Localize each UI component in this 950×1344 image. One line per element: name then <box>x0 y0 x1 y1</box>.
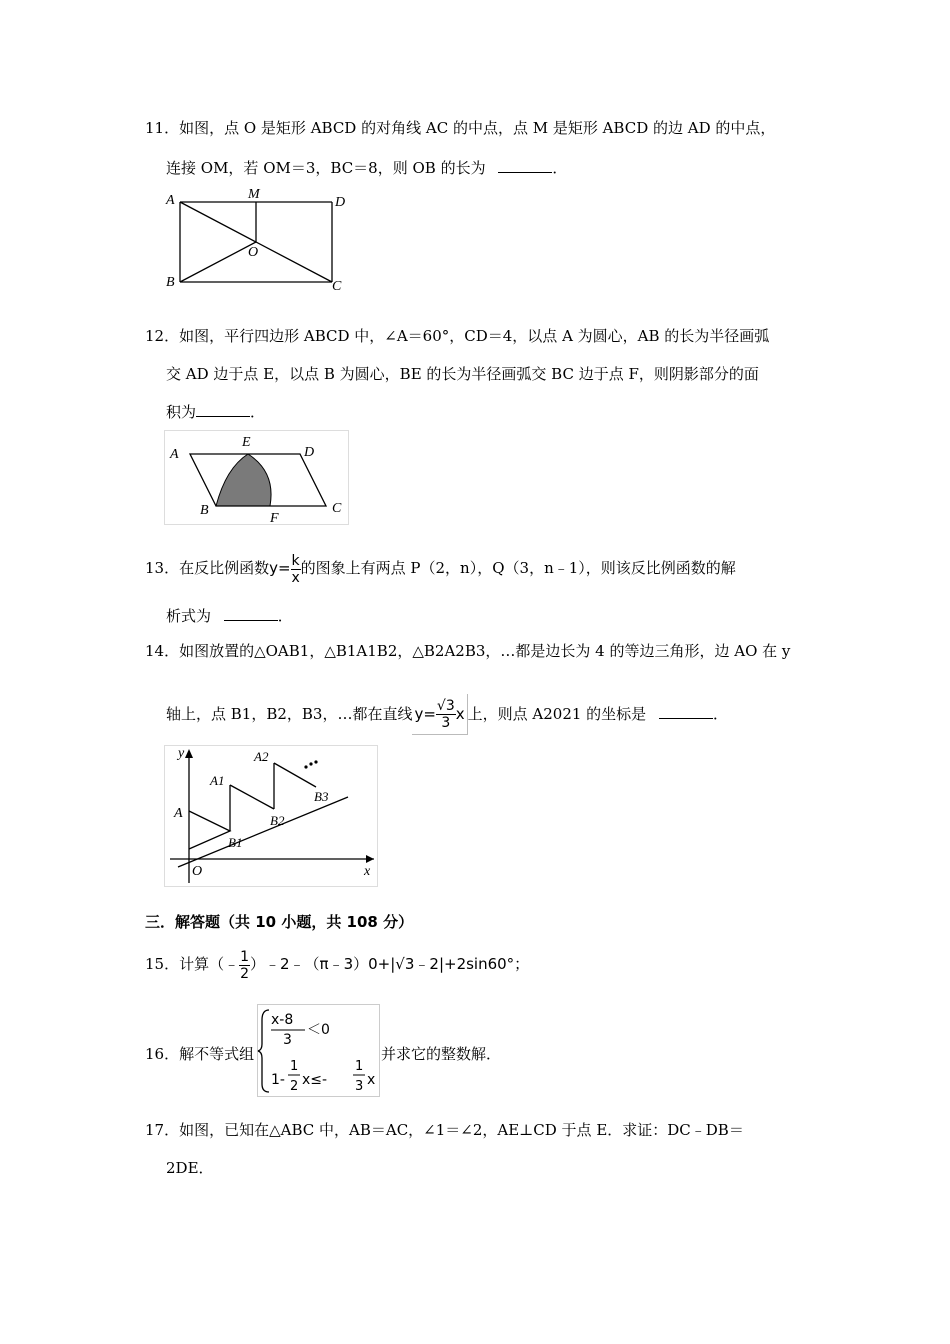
label-A1: A1 <box>210 773 225 788</box>
q14-line2 <box>166 694 728 735</box>
label-C: C <box>332 501 342 516</box>
q15-post: ）﹣2﹣（π﹣3）0+|√3﹣2|+2sin60°； <box>250 955 530 973</box>
q13-func-lhs: y= <box>269 559 291 577</box>
ineq2-num: 1 <box>290 1059 299 1074</box>
q14-line-fraction <box>436 698 456 731</box>
q11-rectangle-figure <box>164 184 346 292</box>
section-heading: 三．解答题（共 10 小题，共 108 分） <box>145 913 414 931</box>
ineq2-den2: 3 <box>355 1079 364 1094</box>
q14-line-den: 3 <box>441 715 451 731</box>
q11-line1: 11．如图，点 O 是矩形 ABCD 的对角线 AC 的中点，点 M 是矩形 ABCD 的边 AD 的中点， <box>145 119 776 137</box>
ineq2-mid: x≤- <box>302 1072 328 1088</box>
label-M: M <box>248 187 260 202</box>
label-A2: A2 <box>254 749 269 764</box>
ineq2-x: x <box>367 1072 376 1088</box>
q11-line2-text: 连接 OM，若 OM＝3，BC＝8，则 OB 的长为 <box>166 159 486 177</box>
label-C: C <box>332 279 342 292</box>
label-A: A <box>166 193 175 208</box>
answer-blank <box>224 606 278 621</box>
q13-post: 的图象上有两点 P（2，n），Q（3，n﹣1），则该反比例函数的解 <box>300 559 736 577</box>
ellipsis-dot <box>314 760 317 763</box>
segment-A2B3 <box>274 763 316 787</box>
q13-func-num: k <box>291 552 300 569</box>
label-O: O <box>192 864 203 879</box>
q13-line2-text: 析式为 <box>166 607 212 625</box>
label-B1: B1 <box>228 835 243 850</box>
ineq1-num: x-8 <box>271 1012 294 1028</box>
label-B: B <box>200 503 209 518</box>
segment-A1B2 <box>230 785 274 809</box>
triangle-OAB1 <box>189 811 230 849</box>
q14-line-lhs: y= <box>414 705 436 723</box>
q15-line <box>145 944 529 984</box>
q12-line1: 12．如图，平行四边形 ABCD 中，∠A＝60°，CD＝4，以点 A 为圆心，AB 的长为半径画弧 <box>145 327 770 345</box>
q16-pre: 16．解不等式组 <box>145 1045 255 1063</box>
answer-blank <box>659 704 713 719</box>
q16-post: 并求它的整数解． <box>381 1045 502 1063</box>
y-axis-arrow <box>185 749 193 758</box>
shaded-region <box>216 454 271 506</box>
label-F: F <box>270 511 279 526</box>
q16-inequality-system <box>257 1004 381 1098</box>
q12-line2: 交 AD 边于点 E，以点 B 为圆心，BE 的长为半径画弧交 BC 边于点 F，则阴影部分的面 <box>166 365 759 383</box>
ineq2-lhs: 1- <box>271 1072 285 1088</box>
q14-post2: 上，则点 A2021 的坐标是 <box>467 705 647 723</box>
line-y-eq-sqrt3-over-3-x <box>178 797 348 867</box>
q14-period: ． <box>712 705 728 723</box>
q14-pre2: 轴上，点 B1，B2，B3，…都在直线 <box>166 705 413 723</box>
ineq2-num2: 1 <box>355 1059 364 1074</box>
label-A: A <box>174 806 183 821</box>
label-E: E <box>242 435 251 450</box>
q13-line1 <box>145 550 736 586</box>
ineq1-den: 3 <box>283 1032 292 1048</box>
q14-line-x: x <box>455 705 465 723</box>
q15-pre: 15．计算（﹣ <box>145 955 240 973</box>
q14-triangles-figure <box>164 745 378 887</box>
q12-line3-text: 积为 <box>166 403 197 421</box>
label-O: O <box>248 245 259 260</box>
ellipsis-dot <box>309 762 312 765</box>
q12-parallelogram-figure <box>164 430 350 526</box>
label-y: y <box>178 746 185 761</box>
q12-period: ． <box>250 403 266 421</box>
q15-fraction <box>239 949 250 982</box>
label-B3: B3 <box>314 789 329 804</box>
label-D: D <box>304 445 315 460</box>
left-brace <box>258 1010 269 1092</box>
label-A: A <box>170 447 179 462</box>
q17-line1: 17．如图，已知在△ABC 中，AB＝AC，∠1＝∠2，AE⊥CD 于点 E．求证：DC﹣DB＝ <box>145 1121 744 1139</box>
label-x: x <box>364 864 371 879</box>
q11-line2 <box>166 158 567 178</box>
label-B: B <box>166 275 175 290</box>
q17-line2: 2DE． <box>166 1159 214 1177</box>
label-D: D <box>335 195 346 210</box>
q13-func-fraction <box>291 553 301 586</box>
answer-blank <box>498 158 552 173</box>
ineq2-den: 2 <box>290 1079 299 1094</box>
ineq1-rel: ＜0 <box>307 1022 330 1038</box>
q13-period: ． <box>277 607 293 625</box>
q12-line3 <box>166 402 265 422</box>
answer-blank <box>196 402 250 417</box>
ellipsis-dot <box>304 765 307 768</box>
q13-line2 <box>166 606 293 626</box>
q11-period: ． <box>552 159 568 177</box>
q14-line-num: √3 <box>436 698 455 714</box>
q13-func-den: x <box>291 569 300 586</box>
label-B2: B2 <box>270 813 285 828</box>
q15-frac-den: 2 <box>240 965 250 982</box>
q14-line-equation <box>412 694 467 735</box>
segment-OB <box>180 242 259 282</box>
x-axis-arrow <box>366 855 374 863</box>
q14-line1: 14．如图放置的△OAB1，△B1A1B2，△B2A2B3，…都是边长为 4 的等边三角形，边 AO 在 y <box>145 642 791 660</box>
q15-frac-num: 1 <box>240 948 250 965</box>
q13-pre: 13．在反比例函数 <box>145 559 270 577</box>
